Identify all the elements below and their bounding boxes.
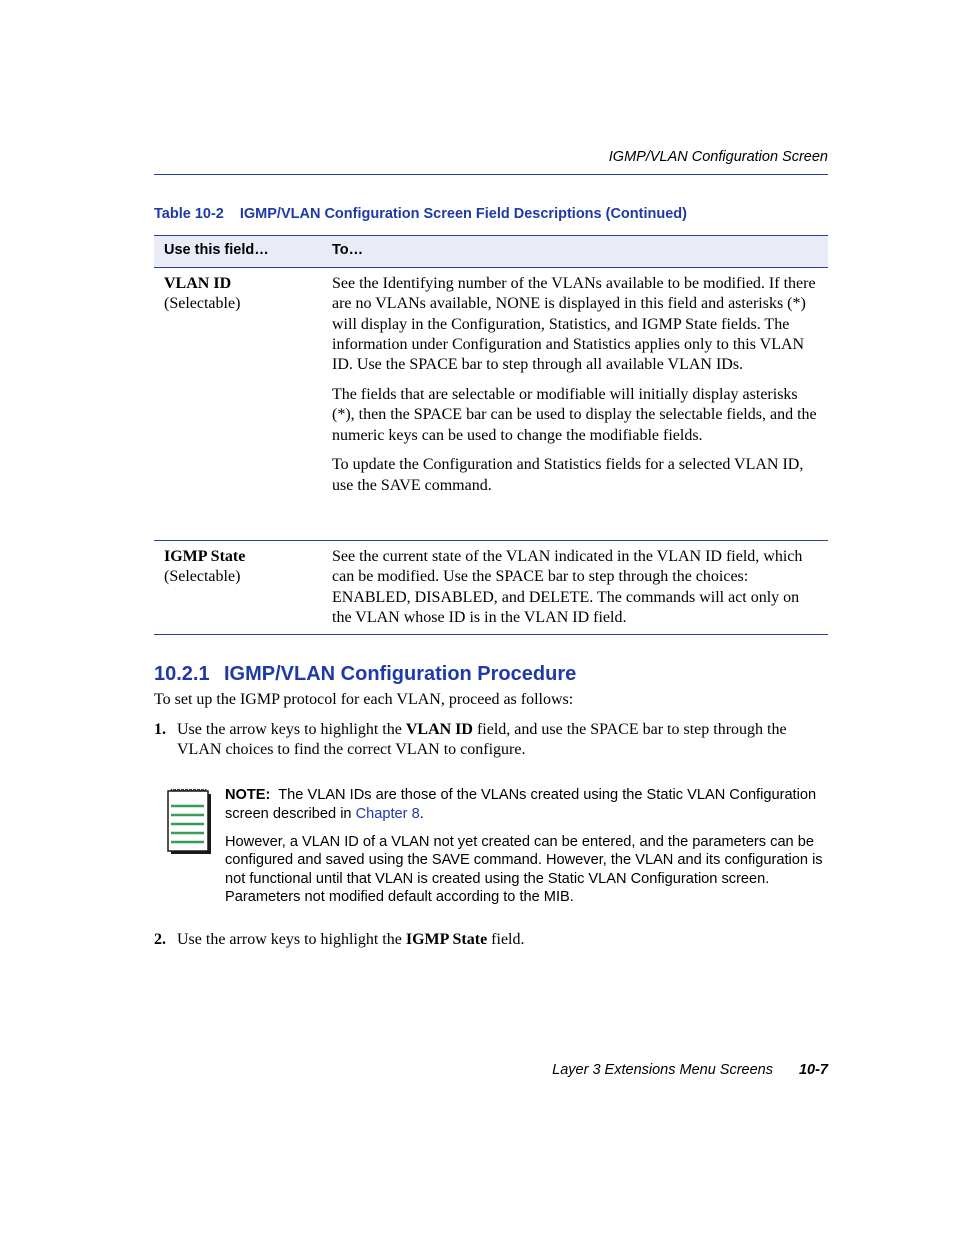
header-rule bbox=[154, 174, 828, 175]
step-text-part: field. bbox=[487, 931, 525, 948]
table-row-igmp-state bbox=[154, 541, 828, 635]
column-header-to: To… bbox=[332, 242, 364, 258]
step-text bbox=[177, 930, 828, 950]
column-header-field: Use this field… bbox=[164, 242, 269, 258]
table-caption bbox=[154, 206, 687, 222]
step-text-part: Use the arrow keys to highlight the bbox=[177, 721, 406, 738]
step-number: 1. bbox=[154, 721, 166, 738]
table-caption-title: IGMP/VLAN Configuration Screen Field Descriptions (Continued) bbox=[239, 206, 687, 222]
field-name: VLAN ID bbox=[164, 275, 232, 292]
section-title: IGMP/VLAN Configuration Procedure bbox=[224, 663, 577, 685]
note-box bbox=[225, 786, 830, 916]
description-paragraph: The fields that are selectable or modifiable will initially display asterisks (*), then the SPACE bar can be used to display the selectable fields, and the numeric keys can be used to change the modifiable fields. bbox=[332, 385, 817, 444]
note-paragraph-2: However, a VLAN ID of a VLAN not yet created can be entered, and the parameters can be configured and saved using the SAVE command. However, the VLAN and its configuration is not functional until that VLAN is created using the Static VLAN Configuration screen. Parameters not modified default according to the MIB. bbox=[225, 833, 823, 905]
note-label: NOTE: bbox=[225, 787, 271, 803]
step-text bbox=[177, 720, 828, 761]
description-cell bbox=[332, 274, 822, 505]
table-row-vlan-id bbox=[154, 268, 828, 541]
field-cell bbox=[164, 547, 245, 588]
field-qualifier: (Selectable) bbox=[164, 568, 241, 586]
step-number: 2. bbox=[154, 931, 166, 948]
note-text: The VLAN IDs are those of the VLANs created using the Static VLAN Configuration screen described in bbox=[225, 787, 817, 822]
table-caption-number: Table 10-2 bbox=[154, 206, 224, 222]
section-heading bbox=[154, 663, 576, 686]
running-header: IGMP/VLAN Configuration Screen bbox=[608, 149, 828, 165]
step-text-part: field, and use the SPACE bar to step through the VLAN choices to find the correct VLAN to configure. bbox=[177, 721, 787, 759]
section-number: 10.2.1 bbox=[154, 663, 210, 685]
note-paragraph-1 bbox=[225, 786, 830, 823]
step-text-part: Use the arrow keys to highlight the bbox=[177, 931, 406, 948]
description-paragraph: See the Identifying number of the VLANs available to be modified. If there are no VLANs available, NONE is displayed in this field and asterisks (*) will display in the Configuration, Statistics, and IGMP State fields. The information under Configuration and Statistics applies only to this VLAN ID. Use the SPACE bar to step through all available VLAN IDs. bbox=[332, 275, 816, 374]
field-qualifier: (Selectable) bbox=[164, 295, 241, 313]
step-field-name: VLAN ID bbox=[405, 721, 473, 738]
field-description-table bbox=[154, 235, 828, 635]
field-name: IGMP State bbox=[164, 548, 246, 565]
procedure-step-2 bbox=[154, 930, 828, 952]
description-cell bbox=[332, 547, 822, 638]
description-paragraph: To update the Configuration and Statistics fields for a selected VLAN ID, use the SAVE command. bbox=[332, 456, 804, 494]
note-text: . bbox=[419, 805, 424, 822]
field-cell bbox=[164, 274, 240, 315]
step-field-name: IGMP State bbox=[405, 931, 488, 948]
procedure-step-1 bbox=[154, 720, 828, 762]
page-number: 10-7 bbox=[798, 1062, 828, 1078]
notepad-icon bbox=[167, 788, 213, 856]
table-header-row bbox=[154, 235, 828, 268]
description-paragraph: See the current state of the VLAN indicated in the VLAN ID field, which can be modified. Use the SPACE bar to step through the choices: ENABLED, DISABLED, and DELETE. The commands will act only on the VLAN whose ID is in the VLAN ID field. bbox=[332, 548, 803, 626]
chapter-8-link[interactable]: Chapter 8 bbox=[355, 805, 420, 822]
footer-title: Layer 3 Extensions Menu Screens bbox=[552, 1062, 773, 1078]
section-intro: To set up the IGMP protocol for each VLAN, proceed as follows: bbox=[154, 691, 574, 708]
